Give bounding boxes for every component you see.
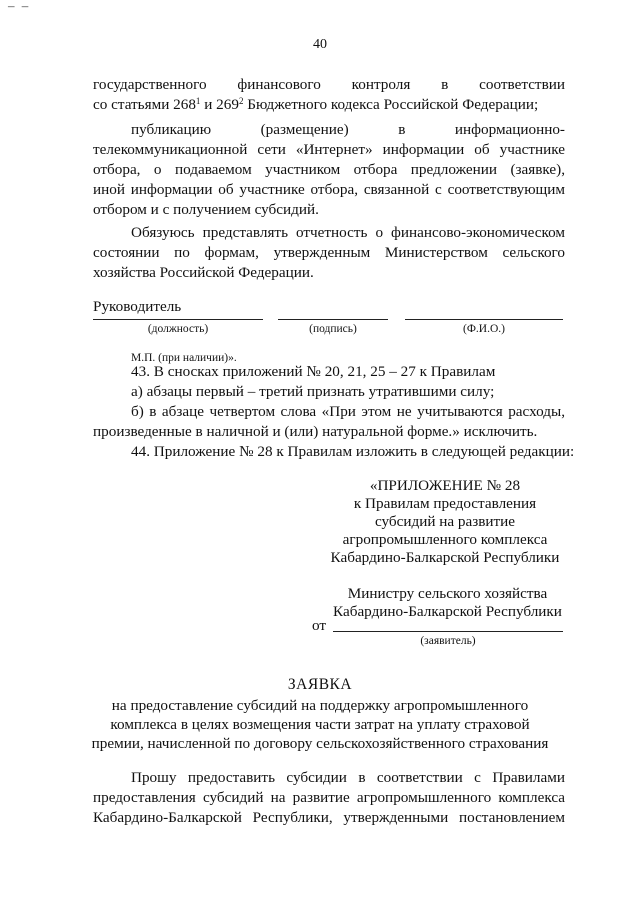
body-line-2: предоставления субсидий на развитие агропромышленного комплекса bbox=[93, 789, 565, 806]
p2-line-4: иной информации об участнике отбора, связанной с соответствующим bbox=[93, 181, 565, 198]
p2-line-5: отбором и с получением субсидий. bbox=[93, 201, 319, 218]
corner-mark: – – bbox=[8, 0, 31, 13]
body-line-3: Кабардино-Балкарской Республики, утвержденными постановлением bbox=[93, 809, 565, 826]
applicant-caption: (заявитель) bbox=[420, 635, 476, 647]
p3-line-1: Обязуюсь представлять отчетность о финансово-экономическом bbox=[131, 224, 565, 241]
stamp-note: М.П. (при наличии)». bbox=[131, 352, 237, 364]
footnote-sup: 2 bbox=[238, 96, 244, 106]
p1-line-2: со статьями $268^1$ и $269^2$ Бюджетного кодекса Российской Федерации; bbox=[93, 96, 539, 113]
position-caption: (должность) bbox=[147, 323, 209, 335]
appendix-line-3: агропромышленного комплекса bbox=[342, 531, 548, 548]
p2-line-3: отбора, о подаваемом участником отбора предложении (заявке), bbox=[93, 161, 565, 178]
appendix-line-1: к Правилам предоставления bbox=[353, 495, 537, 512]
appendix-line-4: Кабардино-Балкарской Республики bbox=[330, 549, 560, 566]
item-43-b-2: произведенные в наличной и (или) натуральной форме.» исключить. bbox=[93, 423, 538, 440]
item-43-a: а) абзацы первый – третий признать утратившими силу; bbox=[131, 383, 495, 400]
page-number: 40 bbox=[313, 37, 327, 52]
name-caption: (Ф.И.О.) bbox=[463, 323, 505, 335]
addressee-line-1: Министру сельского хозяйства bbox=[347, 585, 548, 602]
item-43-b-1: б) в абзаце четвертом слова «При этом не учитываются расходы, bbox=[131, 403, 565, 420]
application-line-1: на предоставление субсидий на поддержку агропромышленного bbox=[111, 697, 529, 714]
p3-line-2: состоянии по формам, утвержденным Министерством сельского bbox=[93, 244, 565, 261]
appendix-line-2: субсидий на развитие bbox=[374, 513, 516, 530]
application-line-3: премии, начисленной по договору сельскохозяйственного страхования bbox=[91, 735, 549, 752]
p2-line-1: публикацию (размещение) в информационно- bbox=[131, 121, 565, 138]
p1-line-1: государственного финансового контроля в соответствии bbox=[93, 76, 565, 93]
addressee-line-2: Кабардино-Балкарской Республики bbox=[333, 603, 562, 620]
body-line-1: Прошу предоставить субсидии в соответствии с Правилами bbox=[131, 769, 565, 786]
item-44: 44. Приложение № 28 к Правилам изложить в следующей редакции: bbox=[131, 443, 575, 460]
p3-line-3: хозяйства Российской Федерации. bbox=[93, 264, 314, 281]
signature-head: Руководитель bbox=[93, 298, 182, 315]
appendix-title: «ПРИЛОЖЕНИЕ № 28 bbox=[369, 477, 521, 494]
item-43-line-1: 43. В сносках приложений № 20, 21, 25 – 27 к Правилам bbox=[131, 363, 496, 380]
sign-caption: (подпись) bbox=[309, 323, 357, 335]
application-line-2: комплекса в целях возмещения части затрат на уплату страховой bbox=[110, 716, 530, 733]
p2-line-2: телекоммуникационной сети «Интернет» информации об участнике bbox=[93, 141, 565, 158]
application-title: ЗАЯВКА bbox=[287, 676, 353, 693]
footnote-sup: 1 bbox=[195, 96, 201, 106]
from-label: от bbox=[312, 617, 327, 634]
